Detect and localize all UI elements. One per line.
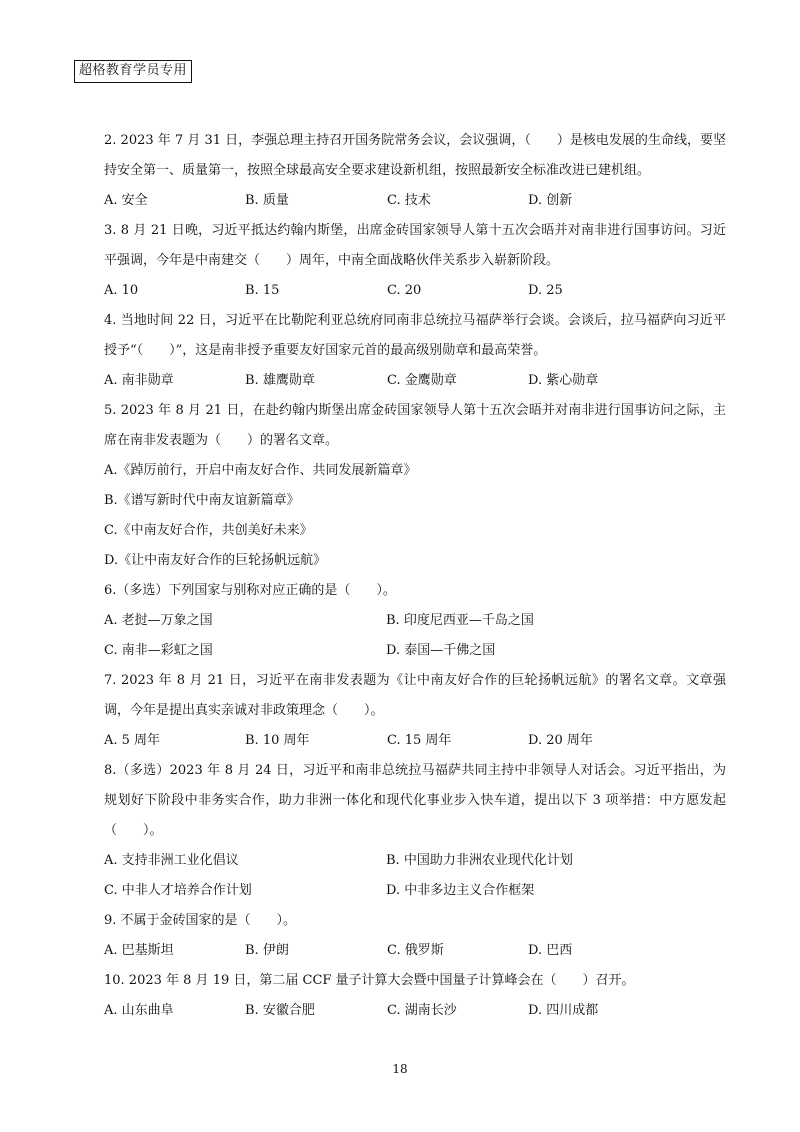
option: C. 中非人才培养合作计划: [104, 883, 252, 898]
question-7: 7. 2023 年 8 月 21 日，习近平在南非发表题为《让中南友好合作的巨轮扬帆远航》的署名文章。文章强调，今年是提出真实亲诚对非政策理念（ ）。: [104, 673, 726, 718]
option: D.《让中南友好合作的巨轮扬帆远航》: [104, 553, 327, 568]
question-list: [104, 126, 726, 1026]
question-4: 4. 当地时间 22 日，习近平在比勒陀利亚总统府同南非总统拉马福萨举行会谈。会谈后，拉马福萨向习近平授予“（ ）”，这是南非授予重要友好国家元首的最高级别勋章和最高荣誉。: [104, 313, 726, 358]
option: D. 25: [528, 283, 563, 298]
option: C. 金鹰勋章: [387, 373, 457, 388]
option: D. 四川成都: [528, 1003, 599, 1018]
option: D. 中非多边主义合作框架: [386, 883, 535, 898]
option: B. 中国助力非洲农业现代化计划: [386, 853, 573, 868]
option: C. 20: [387, 283, 422, 298]
option: D. 巴西: [528, 943, 573, 958]
option: B.《谱写新时代中南友谊新篇章》: [104, 493, 300, 508]
option: B. 质量: [245, 193, 289, 208]
page-number: 18: [392, 1062, 408, 1076]
option: A. 老挝—万象之国: [104, 613, 213, 628]
option: A. 5 周年: [104, 733, 161, 748]
question-3-options: [104, 276, 726, 306]
option: B. 伊朗: [245, 943, 289, 958]
question-5: 5. 2023 年 8 月 21 日，在赴约翰内斯堡出席金砖国家领导人第十五次会晤并对南非进行国事访问之际，主席在南非发表题为（ ）的署名文章。: [104, 403, 726, 448]
option: D. 泰国—千佛之国: [386, 643, 496, 658]
option: B. 15: [245, 283, 280, 298]
option: C.《中南友好合作，共创美好未来》: [104, 523, 313, 538]
option: C. 俄罗斯: [387, 943, 444, 958]
question-2-options: [104, 186, 726, 216]
option: D. 紫心勋章: [528, 373, 599, 388]
question-8-options: [104, 846, 726, 906]
question-6: 6.（多选）下列国家与别称对应正确的是（ ）。: [104, 583, 396, 598]
question-2: 2. 2023 年 7 月 31 日，李强总理主持召开国务院常务会议，会议强调，（ ）是核电发展的生命线，要坚持安全第一、质量第一，按照全球最高安全要求建设新机组，按照最新安全标准改进已建机组。: [104, 133, 726, 178]
question-9-options: [104, 936, 726, 966]
option: A. 支持非洲工业化倡议: [104, 853, 239, 868]
question-8: 8.（多选）2023 年 8 月 24 日，习近平和南非总统拉马福萨共同主持中非领导人对话会。习近平指出，为规划好下阶段中非务实合作，助力非洲一体化和现代化事业步入快车道，提出以下 3 项举措：中方愿发起（ ）。: [104, 763, 726, 838]
question-9: 9. 不属于金砖国家的是（ ）。: [104, 913, 297, 928]
option: D. 20 周年: [528, 733, 593, 748]
option: A. 巴基斯坦: [104, 943, 174, 958]
option: B. 安徽合肥: [245, 1003, 315, 1018]
question-5-options: [104, 456, 726, 576]
option: C. 15 周年: [387, 733, 452, 748]
option: A. 安全: [104, 193, 148, 208]
option: B. 10 周年: [245, 733, 310, 748]
question-6-options: [104, 606, 726, 666]
option: A. 山东曲阜: [104, 1003, 174, 1018]
question-7-options: [104, 726, 726, 756]
question-4-options: [104, 366, 726, 396]
option: D. 创新: [528, 193, 573, 208]
option: C. 技术: [387, 193, 431, 208]
question-10: 10. 2023 年 8 月 19 日，第二届 CCF 量子计算大会暨中国量子计算峰会在（ ）召开。: [104, 973, 635, 988]
option: A.《踔厉前行，开启中南友好合作、共同发展新篇章》: [104, 463, 417, 478]
question-10-options: [104, 996, 726, 1026]
option: B. 印度尼西亚—千岛之国: [386, 613, 534, 628]
header-stamp: 超格教育学员专用: [74, 60, 192, 83]
option: C. 南非—彩虹之国: [104, 643, 213, 658]
question-3: 3. 8 月 21 日晚，习近平抵达约翰内斯堡，出席金砖国家领导人第十五次会晤并对南非进行国事访问。习近平强调，今年是中南建交（ ）周年，中南全面战略伙伴关系步入崭新阶段。: [104, 223, 726, 268]
option: C. 湖南长沙: [387, 1003, 457, 1018]
option: B. 雄鹰勋章: [245, 373, 315, 388]
option: A. 南非勋章: [104, 373, 174, 388]
option: A. 10: [104, 283, 139, 298]
